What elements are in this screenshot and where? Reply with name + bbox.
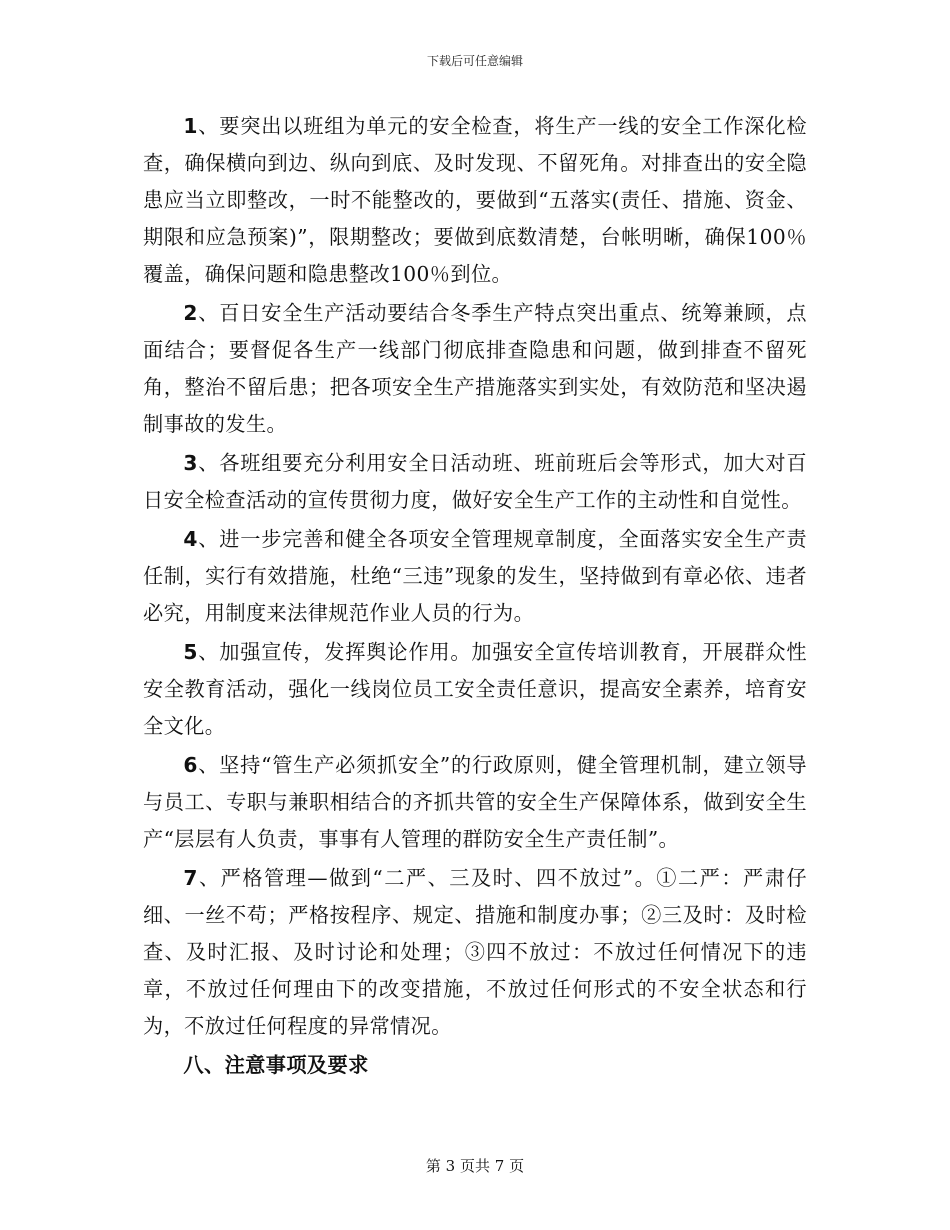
paragraph-text: 、坚持“管生产必须抓安全”的行政原则，健全管理机制，建立领导与员工、专职与兼职相结合的齐抓共管的安全生产保障体系，做到安全生产“层层有人负责，事事有人管理的群防安全生产责任制”。 xyxy=(143,753,807,851)
paragraph-number: 4 xyxy=(183,527,198,551)
paragraph-1 xyxy=(143,108,807,293)
paragraph-text: 、要突出以班组为单元的安全检查，将生产一线的安全工作深化检查，确保横向到边、纵向到底、及时发现、不留死角。对排查出的安全隐患应当立即整改，一时不能整改的，要做到“五落实(责任、措施、资金、期限和应急预案)”，限期整改；要做到底数清楚，台帐明晰，确保100％覆盖，确保问题和隐患整改100％到位。 xyxy=(143,114,807,286)
page-number-footer: 第 3 页共 7 页 xyxy=(425,1157,525,1175)
paragraph-number: 5 xyxy=(183,640,198,664)
page-header-note: 下载后可任意编辑 xyxy=(426,54,523,68)
paragraph-number: 7 xyxy=(183,866,198,890)
paragraph-number: 3 xyxy=(183,451,198,475)
paragraph-3 xyxy=(143,445,807,519)
paragraph-text: 、加强宣传，发挥舆论作用。加强安全宣传培训教育，开展群众性安全教育活动，强化一线岗位员工安全责任意识，提高安全素养，培育安全文化。 xyxy=(143,640,807,738)
section-heading: 八、注意事项及要求 xyxy=(183,1053,369,1077)
paragraph-4 xyxy=(143,521,807,632)
paragraph-5 xyxy=(143,634,807,745)
paragraph-number: 6 xyxy=(183,753,198,777)
paragraph-6 xyxy=(143,747,807,858)
paragraph-number: 2 xyxy=(183,301,198,325)
paragraph-text: 、进一步完善和健全各项安全管理规章制度，全面落实安全生产责任制，实行有效措施，杜绝“三违”现象的发生，坚持做到有章必依、违者必究，用制度来法律规范作业人员的行为。 xyxy=(143,527,807,625)
paragraph-number: 1 xyxy=(183,114,198,138)
paragraph-7 xyxy=(143,860,807,1045)
paragraph-text: 、百日安全生产活动要结合冬季生产特点突出重点、统筹兼顾，点面结合；要督促各生产一线部门彻底排查隐患和问题，做到排查不留死角，整治不留后患；把各项安全生产措施落实到实处，有效防范和坚决遏制事故的发生。 xyxy=(143,301,807,436)
paragraph-2 xyxy=(143,295,807,443)
paragraph-text: 、严格管理—做到“二严、三及时、四不放过”。①二严：严肃仔细、一丝不苟；严格按程序、规定、措施和制度办事；②三及时：及时检查、及时汇报、及时讨论和处理；③四不放过：不放过任何情况下的违章，不放过任何理由下的改变措施，不放过任何形式的不安全状态和行为，不放过任何程度的异常情况。 xyxy=(143,866,807,1038)
document-body xyxy=(143,108,807,1084)
paragraph-text: 、各班组要充分利用安全日活动班、班前班后会等形式，加大对百日安全检查活动的宣传贯彻力度，做好安全生产工作的主动性和自觉性。 xyxy=(143,451,807,512)
